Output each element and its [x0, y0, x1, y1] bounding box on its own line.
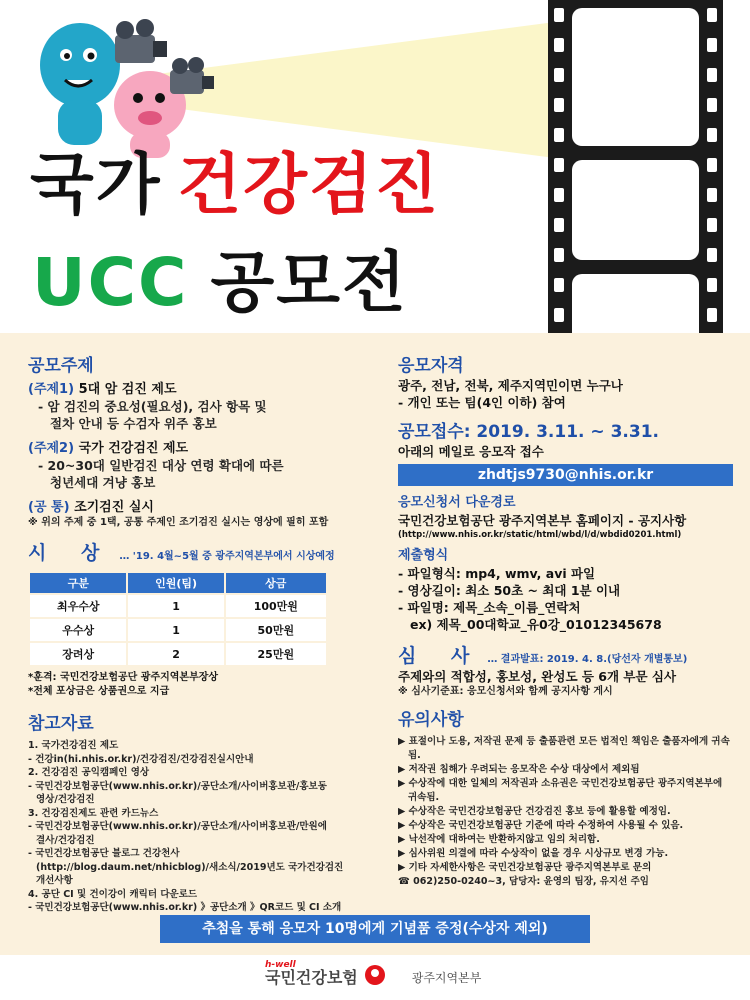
list-item: ▶ 수상작에 대한 일체의 저작권과 소유권은 국민건강보험공단 광주지역본부에 귀속됨. [398, 778, 723, 803]
common-topic-name: 조기검진 실시 [74, 500, 154, 515]
list-item: - 국민건강보험공단(www.nhis.or.kr)/공단소개/사이버홍보관/만원에 [28, 821, 327, 832]
topic2-tag: (주제2) [28, 441, 75, 456]
eligibility-title: 응모자격 [398, 356, 464, 376]
giveaway-banner: 추첨을 통해 응모자 10명에게 기념품 증정(수상자 제외) [160, 915, 590, 943]
format-title: 제출형식 [398, 548, 449, 563]
left-column [28, 355, 373, 915]
award-prize: 100만원 [226, 595, 326, 617]
form-download-url[interactable]: (http://www.nhis.or.kr/static/html/wbd/l/d/wbdid0201.html) [398, 530, 682, 540]
title-word-contest: 공모전 [210, 244, 408, 321]
list-item: - 국민건강보험공단 블로그 건강천사 [28, 848, 180, 859]
award-category: 최우수상 [30, 595, 126, 617]
topic2-desc-line2: 청년세대 겨냥 홍보 [50, 475, 156, 490]
awards-title: 시 상 [28, 542, 114, 564]
list-item: - 건강in(hi.nhis.or.kr)/건강검진/건강검진실시안내 [28, 753, 254, 765]
list-item: 3. 건강검진제도 관련 카드뉴스 [28, 807, 159, 819]
info-panel [0, 333, 750, 955]
list-item: 영상/건강검진 [36, 794, 95, 805]
list-item: ▶ 수상작은 국민건강보험공단 기준에 따라 수정하여 사용될 수 있음. [398, 820, 684, 831]
list-item: ▶ 수상작은 국민건강보험공단 건강검진 홍보 등에 활용할 예정임. [398, 806, 671, 817]
mascot-characters-illustration [20, 10, 230, 160]
table-row [30, 643, 326, 665]
format-line1: - 파일형식: mp4, wmv, avi 파일 [398, 566, 596, 581]
logo-mark-icon [364, 964, 386, 986]
review-title: 심 사 [398, 645, 484, 667]
review-line2: ※ 심사기준표: 응모신청서와 함께 공지사항 게시 [398, 686, 613, 697]
logo-name: 국민건강보험 [265, 968, 358, 987]
topic2-desc-line1: - 20~30대 일반검진 대상 연령 확대에 따른 [38, 458, 284, 473]
list-item: ☎ 062)250-0240~3, 담당자: 윤영의 팀장, 유지선 주임 [398, 876, 649, 887]
award-count: 2 [128, 643, 223, 665]
film-strip-graphic [548, 0, 723, 333]
submission-email[interactable]: zhdtjs9730@nhis.or.kr [398, 464, 733, 486]
awards-footnote-2: *전체 포상금은 상품권으로 지급 [28, 686, 170, 697]
title-word-health-checkup: 건강검진 [177, 146, 441, 223]
title-word-ucc: UCC [32, 244, 189, 321]
format-line2: - 영상길이: 최소 50초 ~ 최대 1분 이내 [398, 583, 621, 598]
poster-title-line2 [32, 244, 408, 321]
review-line1: 주제와의 적합성, 홍보성, 완성도 등 6개 부문 심사 [398, 669, 677, 684]
list-item: 4. 공단 CI 및 건이강이 캐릭터 다운로드 [28, 888, 198, 900]
topic1-tag: (주제1) [28, 382, 75, 397]
references-title: 참고자료 [28, 714, 94, 734]
theme-title: 공모주제 [28, 356, 94, 376]
caution-title: 유의사항 [398, 710, 464, 730]
submission-desc: 아래의 메일로 응모작 접수 [398, 444, 544, 459]
common-topic-tag: (공 통) [28, 500, 70, 515]
list-item: 개선사항 [36, 875, 73, 886]
list-item: ▶ 심사위원 의결에 따라 수상작이 없을 경우 시상규모 변경 가능. [398, 848, 669, 859]
awards-schedule-note: … '19. 4월~5월 중 광주지역본부에서 시상예정 [119, 551, 335, 562]
list-item: 2. 건강검진 공익캠페인 영상 [28, 767, 150, 778]
nhis-logo [265, 960, 481, 986]
list-item: ▶ 낙선작에 대하여는 반환하지않고 임의 처리함. [398, 834, 600, 845]
right-column [398, 355, 733, 889]
topic1-name: 5대 암 검진 제도 [78, 382, 177, 397]
list-item: (http://blog.daum.net/nhicblog)/새소식/2019년도 국가건강검진 [36, 861, 344, 873]
references-list [28, 739, 373, 915]
award-prize: 50만원 [226, 619, 326, 641]
review-heading [398, 641, 733, 668]
title-word-national: 국가 [30, 146, 162, 223]
list-item: ▶ 표절이나 도용, 저작권 문제 등 출품관련 모든 법적인 책임은 출품자에게 귀속됨. [398, 736, 730, 761]
topic1-heading [28, 381, 373, 398]
caution-list [398, 735, 733, 889]
awards-table [28, 571, 328, 667]
list-item: ▶ 기타 자세한사항은 국민건강보험공단 광주지역본부로 문의 [398, 862, 652, 873]
award-count: 1 [128, 595, 223, 617]
form-download-title: 응모신청서 다운경로 [398, 495, 516, 510]
form-download-line1: 국민건강보험공단 광주지역본부 홈페이지 - 공지사항 [398, 513, 687, 528]
poster-title-line1 [30, 146, 441, 223]
table-row [30, 619, 326, 641]
format-line3: - 파일명: 제목_소속_이름_연락처 [398, 600, 581, 615]
awards-table-header-row [30, 573, 326, 593]
format-line4: ex) 제목_00대학교_유0강_01012345678 [410, 617, 662, 632]
eligibility-line1: 광주, 전남, 전북, 제주지역민이면 누구나 [398, 378, 623, 393]
poster-footer [0, 955, 750, 1000]
logo-tagline: h-well [265, 960, 296, 970]
list-item: 결사/건강검진 [36, 834, 95, 846]
list-item: - 국민건강보험공단(www.nhis.or.kr) 》공단소개 》QR코드 및 CI 소개 [28, 902, 342, 913]
awards-footnote-1: *훈격: 국민건강보험공단 광주지역본부장상 [28, 672, 219, 683]
table-row [30, 595, 326, 617]
logo-region: 광주지역본부 [411, 971, 482, 985]
list-item: - 국민건강보험공단(www.nhis.or.kr)/공단소개/사이버홍보관/홍보동 [28, 780, 327, 792]
poster-header [0, 0, 750, 333]
topic2-heading [28, 440, 373, 457]
award-count: 1 [128, 619, 223, 641]
awards-col-category: 구분 [30, 573, 126, 593]
theme-note: ※ 위의 주제 중 1택, 공통 주제인 조기검진 실시는 영상에 필히 포함 [28, 517, 329, 528]
topic1-desc-line1: - 암 검진의 중요성(필요성), 검사 항목 및 [38, 399, 267, 414]
award-category: 우수상 [30, 619, 126, 641]
topic2-name: 국가 건강검진 제도 [78, 441, 189, 456]
eligibility-line2: - 개인 또는 팀(4인 이하) 참여 [398, 395, 566, 410]
award-prize: 25만원 [226, 643, 326, 665]
list-item: 1. 국가건강검진 제도 [28, 740, 119, 751]
logo-text-block [265, 960, 358, 986]
list-item: ▶ 저작권 침해가 우려되는 응모작은 수상 대상에서 제외됨 [398, 764, 640, 775]
awards-col-count: 인원(팀) [128, 573, 223, 593]
awards-col-prize: 상금 [226, 573, 326, 593]
topic1-desc-line2: 절차 안내 등 수검자 위주 홍보 [50, 416, 217, 431]
awards-heading [28, 538, 373, 565]
review-result-note: … 결과발표: 2019. 4. 8.(당선자 개별통보) [487, 654, 688, 665]
common-topic-heading [28, 499, 373, 516]
submission-title: 공모접수: 2019. 3.11. ~ 3.31. [398, 422, 659, 442]
award-category: 장려상 [30, 643, 126, 665]
